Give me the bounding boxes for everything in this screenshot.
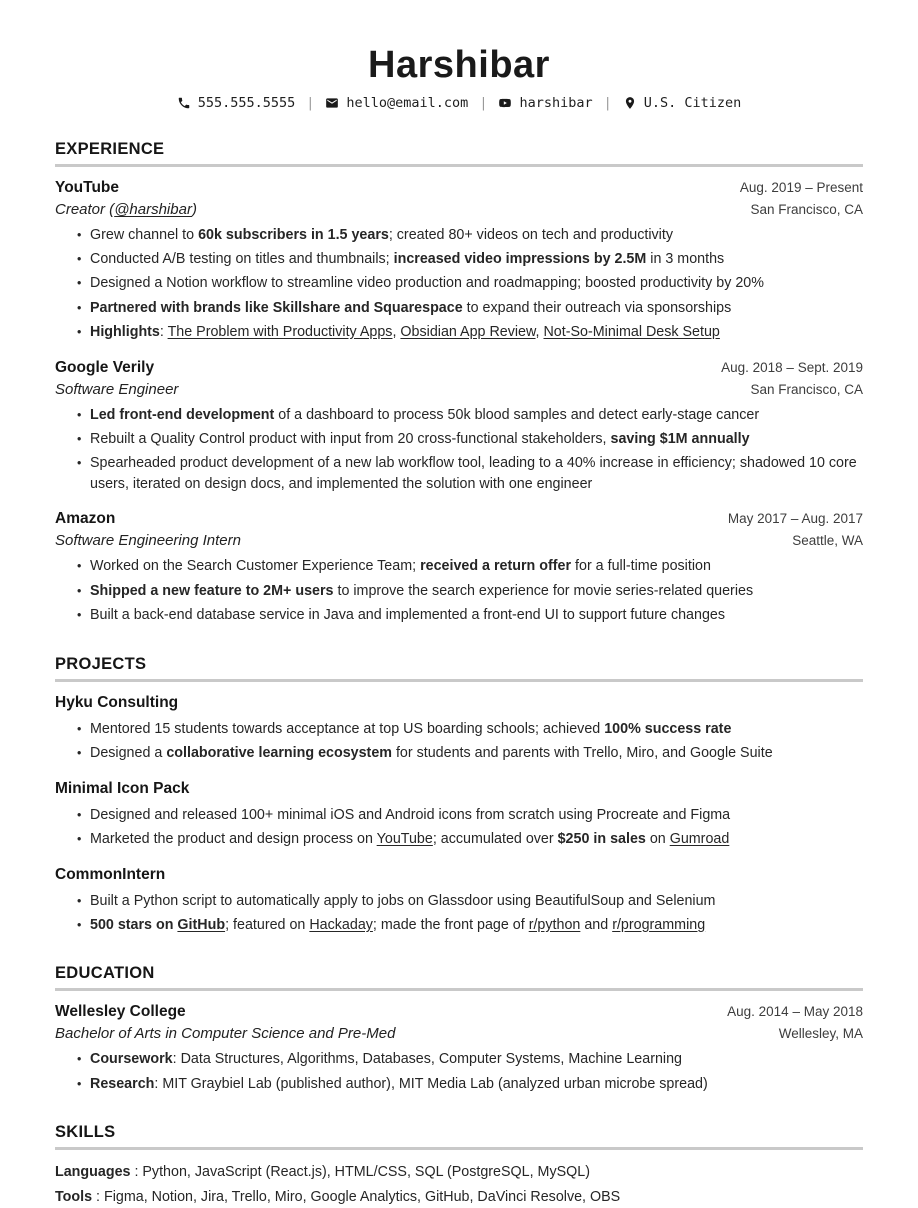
bullet-item (90, 429, 863, 450)
entry (55, 179, 863, 343)
bullet-list (55, 891, 863, 936)
text-span: Coursework (90, 1051, 173, 1068)
entry (55, 694, 863, 764)
text-span: ; created 80+ videos on tech and productivity (388, 227, 673, 243)
resume-name: Harshibar (368, 44, 550, 86)
text-span: and (580, 916, 613, 933)
text-span: Designed a Notion workflow to streamline video production and roadmapping; boosted productivity by 20% (90, 275, 764, 292)
text-span: saving $1M annually (610, 430, 750, 447)
text-span: ; accumulated over (432, 830, 558, 847)
bullet-item (90, 805, 863, 826)
skill-line (55, 1187, 863, 1208)
text-span: Spearheaded product development of a new lab workflow tool, leading to a 40% increase in efficiency; shadowed 10 core users, iterated on design docs, and implemented the solution with one engineer (90, 455, 857, 492)
section-title-projects: PROJECTS (55, 654, 147, 673)
entry (55, 1162, 863, 1208)
section-title-skills: SKILLS (55, 1123, 116, 1142)
text-span: ; featured on (225, 916, 310, 933)
entry-date: May 2017 – Aug. 2017 (727, 511, 863, 527)
contact-citizenship-text: U.S. Citizen (643, 95, 742, 111)
entry-header (55, 1003, 863, 1021)
entry-role (55, 1025, 395, 1042)
text-span: received a return offer (420, 558, 572, 575)
section-rule (55, 679, 863, 682)
bullet-list (55, 405, 863, 495)
section-education (55, 964, 863, 1094)
bullet-list (55, 719, 863, 764)
phone-icon (177, 96, 191, 110)
bullet-item (90, 453, 863, 494)
entry-org: Wellesley College (55, 1003, 186, 1021)
contact-phone-text: 555.555.5555 (197, 95, 296, 111)
text-span: Research (90, 1075, 155, 1092)
entry-org: CommonIntern (55, 865, 166, 883)
entry-date: Aug. 2019 – Present (739, 180, 863, 195)
skill-line (55, 1162, 863, 1183)
entry-org: Hyku Consulting (55, 693, 179, 711)
text-span: for students and parents with Trello, Miro, and Google Suite (391, 744, 773, 761)
entry-location: San Francisco, CA (750, 202, 863, 217)
entry-subheader (55, 532, 863, 549)
text-span: in 3 months (646, 251, 725, 268)
text-span: Worked on the Search Customer Experience Team; (90, 558, 421, 575)
text-span: ; made the front page of (372, 916, 529, 933)
contact-youtube-text: harshibar (519, 95, 593, 111)
bullet-item (90, 225, 863, 246)
entry-role (55, 532, 241, 549)
bullet-item (90, 322, 863, 343)
text-span: Grew channel to (90, 227, 199, 243)
bullet-item (90, 915, 863, 936)
bullet-item (90, 605, 863, 626)
text-span: Software Engineering Intern (55, 532, 241, 550)
text-span: Conducted A/B testing on titles and thumbnails; (90, 251, 394, 268)
entry-header (55, 359, 863, 377)
text-span: ) (191, 201, 197, 218)
section-rule (55, 164, 863, 167)
text-span: : Data Structures, Algorithms, Databases, Computer Systems, Machine Learning (172, 1051, 682, 1068)
inline-link[interactable]: r/programming (612, 916, 706, 933)
text-span: to improve the search experience for movie series-related queries (333, 582, 754, 599)
entry-role (55, 381, 178, 398)
inline-link[interactable]: Hackaday (309, 916, 373, 933)
entry-header (55, 510, 863, 528)
text-span: 500 stars on (90, 916, 178, 933)
entry-header (55, 694, 863, 712)
section-rule (55, 988, 863, 991)
entry-date: Aug. 2018 – Sept. 2019 (721, 359, 863, 375)
entry (55, 866, 863, 936)
text-span: Built a back-end database service in Java and implemented a front-end UI to support future changes (90, 606, 725, 623)
entry-location: Seattle, WA (792, 533, 863, 549)
text-span: Partnered with brands like Skillshare and Squarespace (90, 299, 463, 316)
entry-header (55, 780, 863, 798)
inline-link[interactable]: r/python (528, 916, 581, 933)
bullet-list (55, 1049, 863, 1094)
section-projects (55, 655, 863, 936)
text-span: 60k subscribers in 1.5 years (198, 227, 389, 243)
text-span: Software Engineer (55, 380, 179, 398)
bullet-list (55, 805, 863, 850)
entry-subheader (55, 201, 863, 218)
entry-org: YouTube (55, 179, 119, 196)
entry (55, 359, 863, 495)
entry-role (55, 201, 197, 218)
contact-email-text: hello@email.com (346, 95, 469, 111)
text-span: Shipped a new feature to 2M+ users (90, 582, 334, 599)
text-span: collaborative learning ecosystem (166, 744, 392, 761)
text-span: : (159, 323, 168, 340)
text-span: Marketed the product and design process on (90, 830, 377, 847)
section-experience (55, 140, 863, 626)
bullet-item (90, 891, 863, 912)
text-span: Mentored 15 students towards acceptance at top US boarding schools; achieved (90, 720, 605, 737)
text-span: increased video impressions by 2.5M (393, 251, 647, 268)
entry-header (55, 866, 863, 884)
bullet-list (55, 556, 863, 625)
entry-header (55, 179, 863, 197)
bullet-item (90, 581, 863, 602)
inline-link[interactable]: Obsidian App Review (400, 323, 536, 340)
inline-link[interactable]: Gumroad (669, 830, 730, 847)
inline-link[interactable]: GitHub (177, 916, 226, 933)
text-span: $250 in sales (557, 830, 646, 847)
inline-link[interactable]: @harshibar (114, 201, 192, 218)
bullet-item (90, 743, 863, 764)
youtube-icon (498, 96, 512, 110)
text-span: : Figma, Notion, Jira, Trello, Miro, Google Analytics, GitHub, DaVinci Resolve, OBS (92, 1188, 621, 1205)
contact-citizenship (623, 95, 742, 111)
bullet-item (90, 249, 863, 270)
bullet-item (90, 405, 863, 426)
contact-youtube (498, 95, 592, 111)
email-icon (325, 96, 339, 110)
location-icon (623, 96, 637, 110)
text-span: Tools (55, 1188, 93, 1205)
bullet-item (90, 273, 863, 294)
entry-org: Amazon (55, 510, 116, 528)
section-title-education: EDUCATION (55, 964, 155, 983)
text-span: 100% success rate (604, 720, 732, 737)
text-span: for a full-time position (571, 558, 711, 575)
text-span: , (535, 323, 544, 340)
inline-link[interactable]: YouTube (376, 830, 433, 847)
contact-bar (55, 95, 863, 111)
text-span: Highlights (90, 323, 160, 340)
entry (55, 510, 863, 625)
section-rule (55, 1147, 863, 1150)
bullet-item (90, 1049, 863, 1070)
text-span: of a dashboard to process 50k blood samples and detect early-stage cancer (274, 406, 760, 423)
contact-separator: | (603, 95, 612, 111)
text-span: Bachelor of Arts in Computer Science and Pre-Med (55, 1025, 396, 1043)
entry-org: Minimal Icon Pack (55, 779, 190, 797)
bullet-item (90, 556, 863, 577)
text-span: : Python, JavaScript (React.js), HTML/CSS, SQL (PostgreSQL, MySQL) (130, 1164, 590, 1181)
text-span: Rebuilt a Quality Control product with input from 20 cross-functional stakeholders, (90, 430, 611, 447)
inline-link[interactable]: Not-So-Minimal Desk Setup (543, 323, 720, 340)
text-span: on (645, 830, 670, 847)
contact-separator: | (306, 95, 315, 111)
bullet-list (55, 225, 863, 343)
bullet-item (90, 298, 863, 319)
text-span: Designed and released 100+ minimal iOS and Android icons from scratch using Procreate and Figma (90, 806, 731, 823)
entry (55, 1003, 863, 1094)
entry-subheader (55, 381, 863, 398)
bullet-item (90, 1074, 863, 1095)
resume-body (55, 140, 863, 1208)
inline-link[interactable]: The Problem with Productivity Apps (167, 323, 393, 340)
section-skills (55, 1123, 863, 1208)
text-span: Designed a (90, 744, 167, 761)
text-span: , (392, 323, 401, 340)
entry-org: Google Verily (55, 358, 155, 376)
text-span: Built a Python script to automatically apply to jobs on Glassdoor using BeautifulSoup and Selenium (90, 892, 716, 909)
contact-separator: | (479, 95, 488, 111)
entry-subheader (55, 1025, 863, 1042)
text-span: Creator ( (55, 201, 115, 218)
section-title-experience: EXPERIENCE (55, 140, 165, 158)
entry-location: San Francisco, CA (750, 381, 863, 397)
text-span: Languages (55, 1164, 131, 1181)
entry (55, 780, 863, 850)
text-span: Led front-end development (90, 406, 275, 423)
text-span: to expand their outreach via sponsorships (462, 299, 732, 316)
bullet-item (90, 829, 863, 850)
entry-location: Wellesley, MA (778, 1026, 863, 1042)
text-span: : MIT Graybiel Lab (published author), MIT Media Lab (analyzed urban microbe spread) (154, 1075, 708, 1092)
contact-email (325, 95, 468, 111)
contact-phone (177, 95, 296, 111)
entry-date: Aug. 2014 – May 2018 (727, 1004, 863, 1020)
bullet-item (90, 719, 863, 740)
